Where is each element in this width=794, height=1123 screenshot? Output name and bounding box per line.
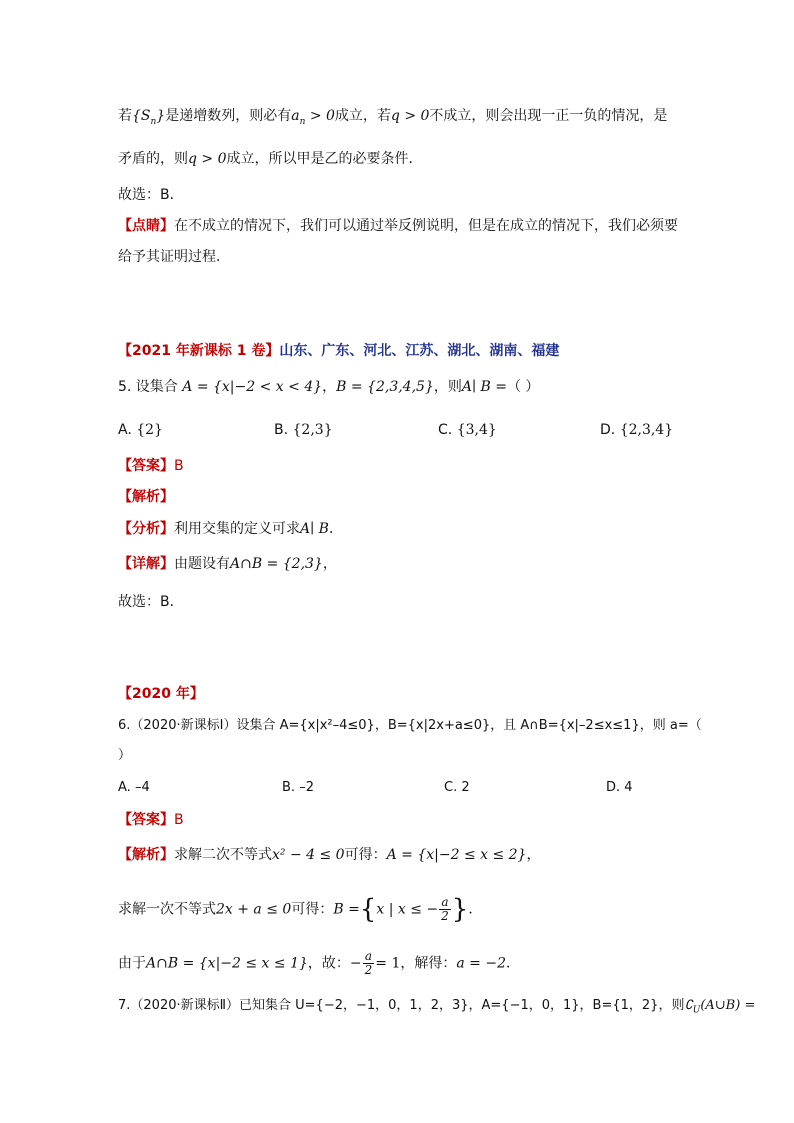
- text: ，解得：: [400, 955, 457, 972]
- proof-line-1: [118, 106, 667, 132]
- q6-option-b: B. –2: [282, 780, 314, 795]
- q6-jiexi: [118, 845, 540, 865]
- q6-line-1: 6.（2020·新课标Ⅰ）设集合 A={x|x²–4≤0}，B={x|2x+a≤0}，且 A∩B={x|–2≤x≤1}，则 a=（: [118, 718, 702, 733]
- math-setA: A = {x|−2 < x < 4}: [182, 379, 323, 395]
- math-expr: x² − 4 ≤ 0: [272, 847, 345, 863]
- text: ．: [328, 521, 343, 537]
- jiexi-tag: 【解析】: [118, 489, 174, 505]
- q5-choose: 故选：B．: [118, 594, 184, 610]
- math-result: a = −2: [456, 955, 506, 972]
- text: ．: [505, 955, 520, 972]
- dianjing-tag: 【点睛】: [118, 218, 174, 234]
- q7-line: [118, 996, 755, 1021]
- text: ，: [322, 379, 337, 395]
- text: 若: [118, 108, 132, 124]
- q5-xiangjie: [118, 554, 337, 574]
- math-Sn: $\{S_n\}$: [132, 108, 166, 127]
- jiexi-tag: 【解析】: [118, 847, 174, 863]
- math-an: $a_n > 0$: [291, 108, 335, 127]
- text: 利用交集的定义可求: [174, 521, 300, 537]
- math-expr: A∩B = {2,3}: [230, 556, 323, 572]
- text: ，: [322, 556, 337, 572]
- math-setA: A = {x|−2 ≤ x ≤ 2}: [386, 847, 527, 863]
- math-q: q > 0: [390, 108, 430, 124]
- q6-option-a: A. –4: [118, 780, 150, 795]
- text: ，则: [433, 379, 462, 395]
- choose-line: 故选：B．: [118, 187, 184, 203]
- text: 由于: [118, 955, 146, 972]
- dianjing-line: [118, 216, 678, 236]
- q5-line: [118, 377, 539, 397]
- section-2021-heading: [118, 341, 559, 361]
- text: 可得：: [291, 901, 334, 918]
- minus: −: [349, 955, 362, 972]
- text: 成立，所以甲是乙的必要条件．: [226, 151, 423, 167]
- answer-tag: 【答案】: [118, 812, 174, 828]
- text: 5. 设集合: [118, 379, 178, 395]
- math-setB-inner: x | x ≤ −: [376, 901, 439, 918]
- q5-option-b: B. {2,3}: [274, 422, 333, 438]
- q5-option-d: D. {2,3,4}: [600, 422, 674, 438]
- q6-line-b: [118, 896, 482, 923]
- answer-paren: （ ）: [506, 379, 540, 395]
- text: 7.（2020·新课标Ⅱ）已知集合 U={−2，−1，0，1，2，3}，A={−1，0，1}，B={1，2}，则: [118, 998, 685, 1013]
- text: 求解一次不等式: [118, 901, 216, 918]
- math-setB-label: B =: [333, 901, 360, 918]
- math-q: q > 0: [188, 151, 227, 167]
- text: 求解二次不等式: [174, 847, 272, 863]
- text: 矛盾的，则: [118, 151, 188, 167]
- q6-answer: [118, 810, 184, 830]
- math-expr: A∣ B =: [461, 379, 507, 395]
- fenxi-tag: 【分析】: [118, 521, 174, 537]
- answer-value: B: [174, 458, 184, 474]
- math-complement: $∁_U(A\cup B)$ =: [684, 998, 756, 1016]
- math-expr: A∩B = {x|−2 ≤ x ≤ 1}: [146, 955, 308, 972]
- q5-answer: [118, 456, 184, 476]
- q5-jiexi: [118, 487, 174, 507]
- q6-line-c: [118, 950, 520, 977]
- text: 可得：: [344, 847, 387, 863]
- text: 由题设有: [174, 556, 230, 572]
- left-brace: {: [359, 894, 377, 925]
- text: ．: [468, 901, 483, 918]
- answer-value: B: [174, 812, 184, 828]
- xiangjie-tag: 【详解】: [118, 556, 174, 572]
- right-brace: }: [451, 894, 469, 925]
- fraction-a-2: $\frac{a}{2}$: [364, 949, 373, 977]
- proof-line-2: [118, 149, 423, 169]
- text: 在不成立的情况下，我们可以通过举反例说明，但是在成立的情况下，我们必须要: [174, 218, 678, 234]
- text: ，: [526, 847, 541, 863]
- text: ，故：: [307, 955, 350, 972]
- math-expr: 2x + a ≤ 0: [216, 901, 292, 918]
- math-expr: A∣ B: [300, 521, 329, 537]
- section-tag: 【2020 年】: [118, 686, 204, 702]
- equals-one: = 1: [375, 955, 401, 972]
- text: 是递增数列，则必有: [165, 108, 292, 124]
- answer-tag: 【答案】: [118, 458, 174, 474]
- q5-option-a: A. {2}: [118, 422, 163, 438]
- q6-option-d: D. 4: [606, 780, 633, 795]
- q6-line-2: ）: [118, 748, 132, 763]
- text: 不成立，则会出现一正一负的情况，是: [429, 108, 668, 124]
- dianjing-line-2: 给予其证明过程．: [118, 249, 230, 265]
- section-tag: 【2021 年新课标 1 卷】: [118, 343, 280, 359]
- section-2020-heading: [118, 684, 204, 704]
- q5-fenxi: [118, 519, 343, 539]
- q5-option-c: C. {3,4}: [438, 422, 497, 438]
- q6-option-c: C. 2: [444, 780, 470, 795]
- regions: 山东、广东、河北、江苏、湖北、湖南、福建: [279, 343, 560, 359]
- fraction-a-2: $\frac{a}{2}$: [441, 895, 449, 923]
- math-setB: B = {2,3,4,5}: [336, 379, 434, 395]
- text: 成立，若: [334, 108, 391, 124]
